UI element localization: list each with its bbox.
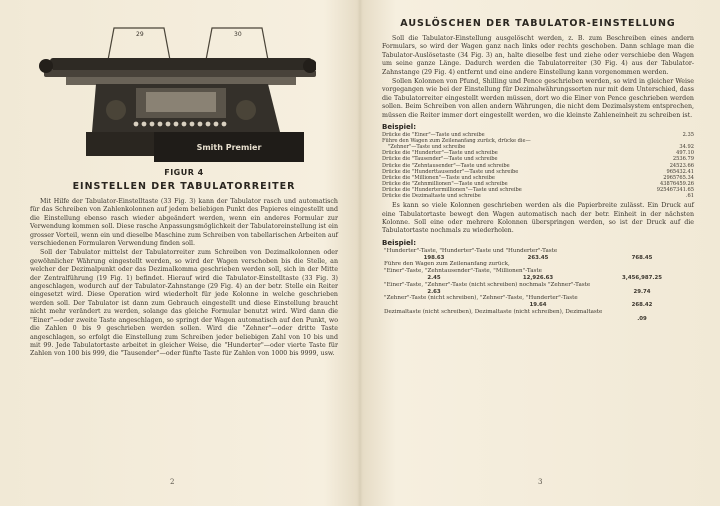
example-value: 198.63: [423, 254, 445, 261]
example-value: 965432.41: [666, 168, 694, 175]
example-value: [382, 302, 486, 309]
example-numbers: [382, 275, 694, 282]
page-number-right: 3: [538, 478, 543, 486]
paragraph: Soll die Tabulator-Einstellung ausgelöscht werden, z. B. zum Beschreiben eines andern Formulars, so wird der Wagen ganz nach links oder rechts geschoben. Dann schlage man die Tabulator-Auslösetaste (34 Fig. 3) an, halte dieselbe fest und ziehe oder verschiebe den Wagen um seine ganze Länge. Dadurch werden die Tabulatorreiter (30 Fig. 4) aus der Tabulator-Zahnstange (29 Fig. 4) entfernt und eine andere Einstellung kann vorgenommen werden.: [382, 35, 694, 76]
example-label: Beispiel:: [382, 238, 417, 247]
example-instruction: Drücke die "Zehnmillionen"—Taste und schreibe: [382, 180, 508, 187]
example-value: 3,456,987.25: [622, 274, 662, 281]
example-value: 925467341.65: [656, 186, 694, 193]
figure-caption: FIGUR 4: [164, 168, 204, 177]
example-value: 263.45: [527, 254, 549, 261]
example-line: "Einer"-Taste, "Zehner"-Taste (nicht schreiben) nochmals "Zehner"-Taste: [384, 281, 591, 288]
typewriter-illustration: [36, 14, 316, 164]
example-line: "Hunderter"-Taste, "Hunderter"-Taste und "Hunderter"-Taste: [384, 247, 558, 254]
example-value: [486, 316, 590, 323]
example-value: 43876459.26: [659, 180, 694, 187]
paragraph: Soll der Tabulator mittelst der Tabulatorreiter zum Schreiben von Dezimalkolonnen oder gewöhnlicher Währung eingestellt werden, so wird der Wagen verschoben bis die Stelle, an welcher der Dezimalpunkt oder das Dezimalkomma geschrieben werden soll, sich in der Mitte der Zentralführung (19 Fig. 1) befindet. Hierauf wird die Tabulator-Einstelltaste (33 Fig. 3) angeschlagen, wodurch auf der Tabulator-Zahnstange (29 Fig. 4) an der betr. Stelle ein Reiter eingesetzt wird. Diese Operation wird wiederholt für jede Kolonne in welche geschrieben werden soll. Der Tabulator ist dann zum Gebrauch eingestellt und diese Einstellung braucht nicht mehr verändert zu werden, solange das gleiche Formular benutzt wird. Wird dann die "Einer"—oder zweite Taste angeschlagen, so springt der Wagen automatisch auf den Punkt, wo die Zahlen 0 bis 9 geschrieben werden sollen. Wird die "Zehner"—oder dritte Taste angeschlagen, so erfolgt die Einstellung zum Schreiben jeder beliebigen Zahl von 10 bis und mit 99. Jede Tabulatortaste arbeitet in gleicher Weise, die "Hunderter"—oder vierte Taste für Zahlen von 100 bis 999, die "Tausender"—oder fünfte Taste für Zahlen von 1000 bis 9999, usw.: [30, 249, 338, 358]
example-instruction: Drücke die "Tausender"—Taste und schreibe: [382, 156, 498, 163]
example-value: .61: [685, 193, 694, 199]
section-heading-right: AUSLÖSCHEN DER TABULATOR-EINSTELLUNG: [400, 18, 676, 29]
paragraph: Mit Hilfe der Tabulator-Einstelltaste (33 Fig. 3) kann der Tabulator rasch und automatisch für das Schreiben von Zahlenkolonnen auf jedem beliebigen Punkt des Papieres eingestellt und die Einstellung ebenso rasch wieder abgeändert werden, wenn ein anderes Formular zur Verwendung kommen soll. Diese rasche Anpassungsmöglichkeit der Tabulatoreinstellung ist ein grosser Vorteil, wenn ein und dieselbe Maschine zum Schreiben von tabellarischen Arbeiten auf verschiedenen Formularen Verwendung finden soll.: [30, 198, 339, 248]
figure-key-30: 30: [234, 31, 242, 38]
section-heading-left: EINSTELLEN DER TABULATORREITER: [72, 181, 296, 192]
example-line: Führe den Wagen zum Zeilenanfang zurück,: [384, 261, 510, 268]
example-value: 768.45: [631, 254, 653, 261]
example-instruction: Drücke die "Zehntausender"—Taste und schreibe: [382, 162, 510, 169]
example-columns: [382, 248, 694, 323]
example-value: 2.35: [682, 132, 694, 139]
example-instruction: Drücke die "Einer"—Taste und schreibe: [382, 132, 485, 139]
right-page: [360, 0, 720, 506]
example-line: Dezimaltaste (nicht schreiben), Dezimaltaste (nicht schreiben), Dezimaltaste: [384, 308, 603, 315]
example-value: 12,926.63: [522, 274, 554, 281]
example-value: 268.42: [631, 302, 653, 309]
figure-key-29: 29: [136, 31, 144, 38]
example-instruction: Drücke die "Hunderter"—Taste und schreibe: [382, 150, 498, 157]
example-row: [382, 193, 694, 199]
example-value: 29.74: [633, 288, 651, 295]
example-instruction: Drücke die "Millionen"—Taste und schreibe: [382, 174, 495, 181]
typewriter-image: [36, 14, 316, 164]
example-value: 19.64: [529, 302, 547, 309]
example-value: 34.92: [679, 144, 694, 151]
example-numbers: [382, 316, 694, 323]
example-instruction: Drücke die "Hunderttausender"—Taste und schreibe: [382, 168, 519, 175]
example-value: 497.10: [676, 150, 694, 157]
example-line: "Zehner"-Taste (nicht schreiben), "Zehner"-Taste, "Hunderter"-Taste: [384, 295, 578, 302]
example-value: [382, 316, 486, 323]
paragraph: Sollen Kolonnen von Pfund, Shilling und Pence geschrieben werden, so wird in gleicher Weise vorgegangen wie bei der Einstellung für Dezimalwährungssorten nur mit dem Unterschied, dass die Tabulatorreiter eingestellt werden müssen, dort wo die Einer von Pence geschrieben werden sollen. Beim Schreiben von allen andern Währungen, die nicht dem Dezimalsystem entsprechen, müssen die Reiter immer dort eingestellt werden, wo die kleinste Zahleneinheit zu schreiben ist.: [382, 78, 694, 119]
page-number-left: 2: [170, 478, 175, 486]
example-value: 24523.66: [669, 162, 694, 169]
example-line: "Einer"-Taste, "Zehntausender"-Taste, "Millionen"-Taste: [384, 268, 542, 275]
example-value: 2536.79: [672, 156, 694, 163]
example-instruction: Führe den Wagen zum Zeilenanfang zurück, drücke die—: [382, 138, 531, 145]
paragraph: Es kann so viele Kolonnen geschrieben werden als die Papierbreite zulässt. Ein Druck auf eine Tabulatortaste bewegt den Wagen automatisch nach der betr. Einheit in der nächsten Kolonne. Soll eine oder mehrere Kolonnen überspringen werden, so ist der Druck auf die Tabulatortaste nochmals zu wiederholen.: [382, 202, 694, 235]
example-value: .09: [637, 315, 647, 322]
brand-label: Smith Premier: [196, 143, 262, 152]
example-numbers: [382, 302, 694, 309]
example-value: 2965765.34: [663, 174, 694, 181]
example-value: 2.63: [427, 288, 441, 295]
example-label: Beispiel:: [382, 123, 417, 132]
example-numbers: [382, 255, 694, 262]
example-instruction: Drücke die Dezimaltaste und schreibe: [382, 193, 481, 199]
example-table: [382, 132, 694, 199]
example-instruction: "Zehner"—Taste und schreibe: [388, 144, 466, 151]
example-value: 2.45: [427, 274, 441, 281]
example-instruction: Drücke die "Hundertermillionen"—Taste und schreibe: [382, 186, 522, 193]
